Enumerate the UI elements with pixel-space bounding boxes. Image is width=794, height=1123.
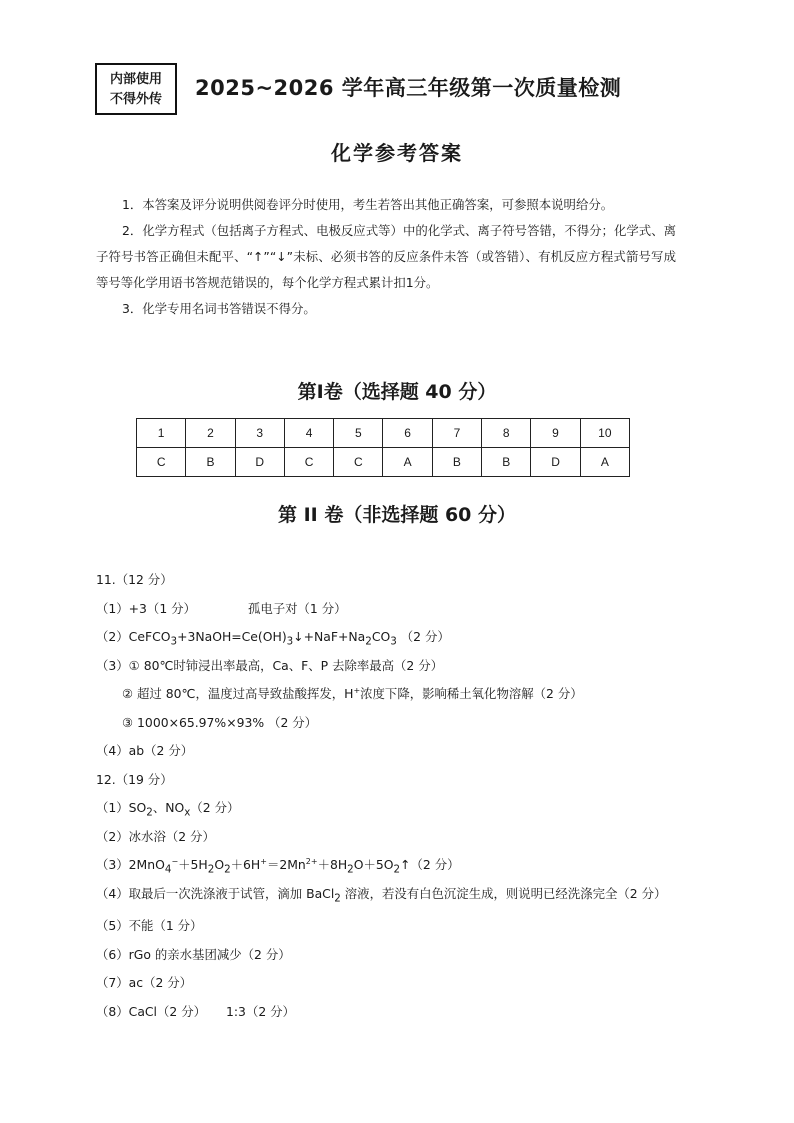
q11-part-2 — [96, 623, 696, 652]
question-number-cell: 4 — [284, 419, 333, 448]
q12-part-2: （2）冰水浴（2 分） — [96, 828, 215, 844]
answer-cell: C — [137, 448, 186, 477]
subscript: 3 — [390, 635, 397, 648]
section-1-title: 第I卷（选择题 40 分） — [297, 381, 497, 403]
q12-part-5: （5）不能（1 分） — [96, 918, 203, 934]
free-response-answers — [96, 566, 696, 1026]
q11-header: 11.（12 分） — [96, 572, 173, 587]
question-number-cell: 5 — [334, 419, 383, 448]
q12-part-8 — [96, 998, 696, 1027]
q12-p3-text: O — [214, 857, 225, 872]
q12-part-1 — [96, 794, 696, 823]
q11-p2-text: CO — [371, 629, 391, 644]
q11-part-4: （4）ab（2 分） — [96, 743, 194, 758]
answer-cell: D — [235, 448, 284, 477]
page-title: 2025~2026 学年高三年级第一次质量检测 — [195, 76, 622, 100]
question-number-row — [137, 419, 630, 448]
q12-part-3 — [96, 851, 696, 880]
question-number-cell: 8 — [482, 419, 531, 448]
badge-line-2: 不得外传 — [109, 92, 162, 107]
q11-part-3a: （3）① 80℃时铈浸出率最高，Ca、F、P 去除率最高（2 分） — [96, 657, 444, 673]
q11-part-1a: （1）+3（1 分） — [96, 600, 196, 616]
superscript: + — [353, 685, 361, 695]
q11-part-1b: 孤电子对（1 分） — [247, 600, 347, 616]
q12-p4-text: （4）取最后一次洗涤液于试管，滴加 BaCl — [96, 885, 335, 901]
answer-cell: D — [531, 448, 580, 477]
q12-part-7: （7）ac（2 分） — [96, 975, 193, 991]
question-number-cell: 2 — [186, 419, 235, 448]
subscript: 2 — [334, 891, 341, 904]
superscript: 2+ — [305, 856, 318, 866]
subscript: 2 — [365, 635, 372, 648]
q12-p3-text: ＋5H — [178, 857, 208, 872]
answer-cell: C — [284, 448, 333, 477]
subscript: 2 — [224, 863, 231, 876]
q12-p1-text: （1）SO — [96, 800, 147, 815]
question-number-cell: 9 — [531, 419, 580, 448]
note-1: 1．本答案及评分说明供阅卷评分时使用，考生若答出其他正确答案，可参照本说明给分。 — [122, 197, 614, 212]
badge-line-1: 内部使用 — [109, 72, 162, 87]
answer-cell: B — [432, 448, 481, 477]
subscript: 2 — [146, 806, 153, 819]
q11-p2-text: ↓+NaF+Na — [293, 629, 366, 644]
question-number-cell: 6 — [383, 419, 432, 448]
q12-part-6: （6）rGo 的亲水基团减少（2 分） — [96, 946, 291, 962]
page-subtitle: 化学参考答案 — [331, 141, 463, 165]
q11-p3b-text: ② 超过 80℃，温度过高导致盐酸挥发，H — [122, 686, 354, 701]
answer-cell: B — [186, 448, 235, 477]
q12-p3-text: O＋5O — [353, 857, 394, 872]
question-number-cell: 7 — [432, 419, 481, 448]
q12-part-8b: 1:3（2 分） — [226, 1003, 295, 1019]
q12-part-4 — [96, 880, 676, 913]
question-number-cell: 1 — [137, 419, 186, 448]
answer-cell: C — [334, 448, 383, 477]
subscript: 4 — [164, 863, 172, 876]
question-number-cell: 3 — [235, 419, 284, 448]
q11-part-1 — [96, 595, 696, 624]
subscript: 2 — [347, 863, 354, 876]
answer-row — [137, 448, 630, 477]
q12-p1-text: 、NO — [152, 800, 185, 815]
q11-part-3c: ③ 1000×65.97%×93% （2 分） — [122, 714, 318, 730]
q11-p2-text: +3NaOH=Ce(OH) — [177, 629, 287, 644]
section-2-title: 第 II 卷（非选择题 60 分） — [277, 504, 517, 526]
note-2: 2．化学方程式（包括离子方程式、电极反应式等）中的化学式、离子符号答错，不得分；化学式、离子符号书答正确但未配平、“↑”“↓”未标、必须书答的反应条件未答（或答错）、有机反应方程式箭号写成等号等化学用语书答规范错误的，每个化学方程式累计扣1分。 — [96, 223, 676, 290]
answer-cell: A — [580, 448, 629, 477]
subscript: x — [184, 806, 191, 819]
subscript: 3 — [170, 635, 178, 648]
q12-p3-text: （3）2MnO — [96, 857, 165, 872]
q12-p1-score: （2 分） — [190, 800, 240, 815]
q11-p3b-text: 浓度下降，影响稀土氧化物溶解（2 分） — [360, 686, 583, 701]
answer-cell: A — [383, 448, 432, 477]
superscript: + — [260, 856, 267, 866]
choice-answer-table — [136, 418, 630, 477]
q11-p2-text: （2）CeFCO — [96, 629, 171, 644]
q12-p4-text: 溶液，若没有白色沉淀生成，则说明已经洗涤完全（2 分） — [340, 885, 667, 901]
subscript: 2 — [393, 863, 401, 876]
internal-use-badge — [95, 63, 177, 115]
q11-part-3b — [96, 680, 696, 709]
superscript: − — [171, 856, 179, 866]
q12-p3-text: ↑（2 分） — [400, 857, 460, 872]
grading-notes — [96, 192, 676, 322]
q11-p2-score: （2 分） — [400, 629, 450, 644]
subscript: 2 — [207, 863, 215, 876]
q12-part-8a: （8）CaCl（2 分） — [96, 1003, 206, 1019]
q12-p3-text: ＝2Mn — [266, 857, 306, 872]
q12-p3-text: ＋8H — [317, 857, 348, 872]
note-3: 3．化学专用名词书答错误不得分。 — [122, 301, 316, 316]
q12-header: 12.（19 分） — [96, 771, 173, 787]
question-number-cell: 10 — [580, 419, 629, 448]
answer-cell: B — [482, 448, 531, 477]
q12-p3-text: ＋6H — [230, 857, 261, 872]
subscript: 3 — [286, 635, 294, 648]
